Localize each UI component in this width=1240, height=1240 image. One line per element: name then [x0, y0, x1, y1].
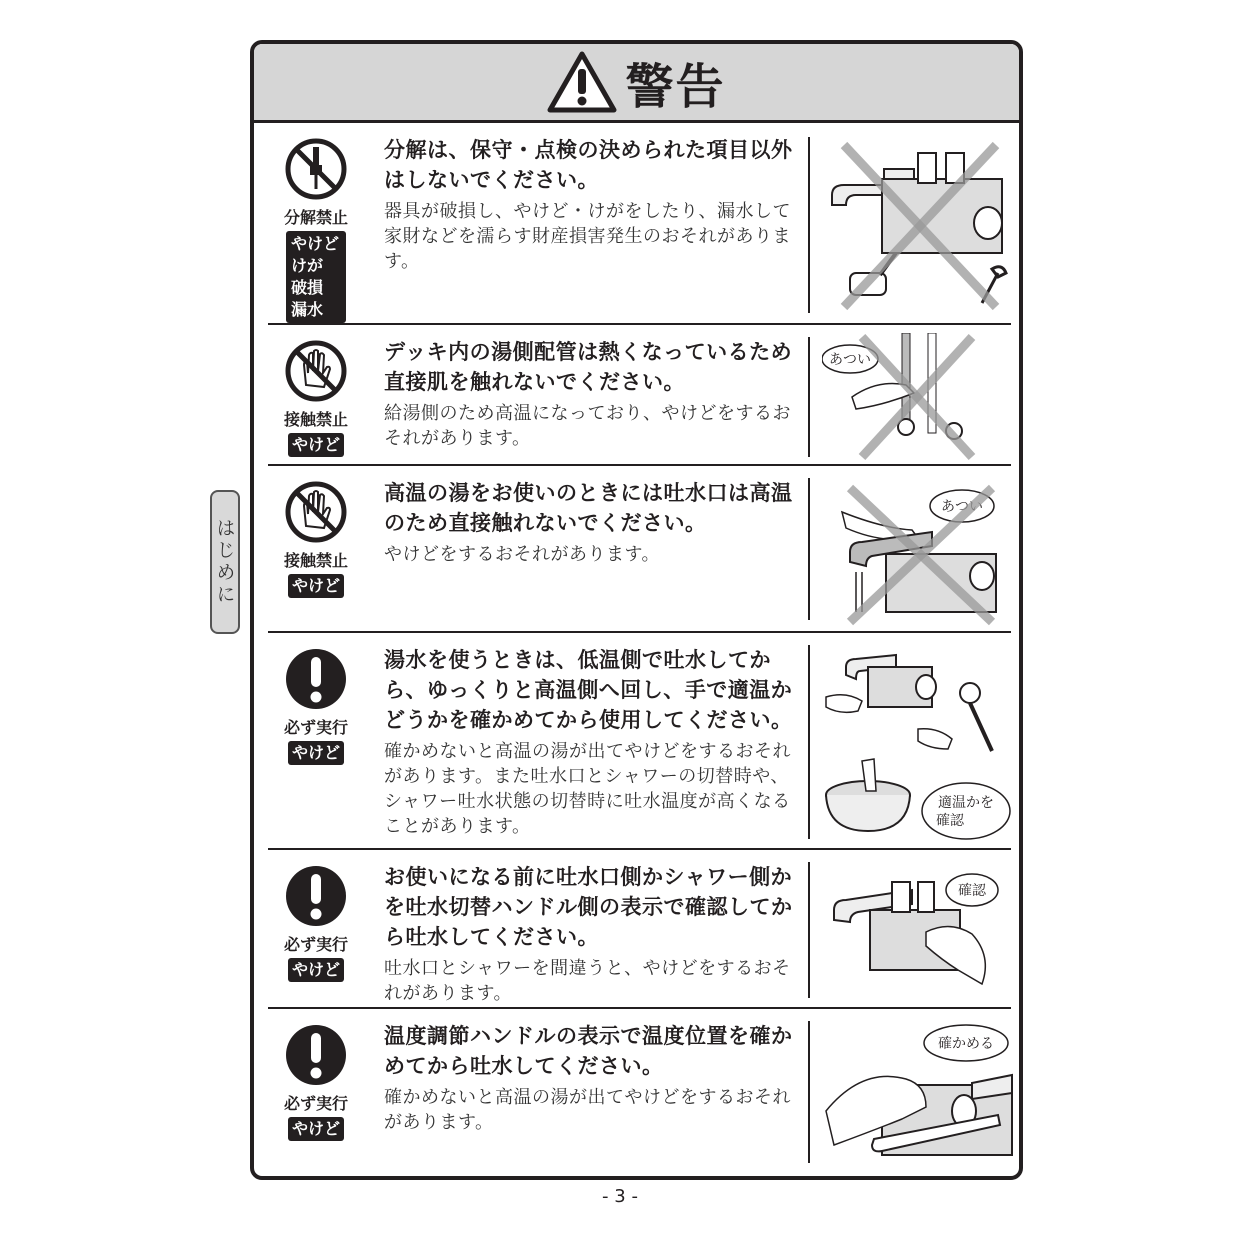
hazard-badge: やけど けが 破損 漏水	[286, 231, 346, 323]
warning-row-3	[268, 466, 1011, 633]
warning-heading: お使いになる前に吐水口側かシャワー側かを吐水切替ハンドル側の表示で確認してから吐水してください。	[384, 865, 793, 949]
warning-triangle-icon	[547, 51, 617, 113]
warning-body: 給湯側のため高温になっており、やけどをするおそれがあります。	[384, 403, 791, 449]
speech-bubble: 確認	[958, 883, 986, 899]
page-number: - 3 -	[602, 1186, 638, 1207]
warning-body: やけどをするおそれがあります。	[384, 544, 661, 565]
warning-row-4	[268, 633, 1011, 850]
warning-heading: 高温の湯をお使いのときには吐水口は高温のため直接触れないでください。	[384, 481, 793, 535]
no-touch-icon	[284, 480, 348, 544]
warning-row-5	[268, 850, 1011, 1009]
warning-row-6	[268, 1009, 1011, 1177]
warning-panel	[250, 40, 1023, 1180]
speech-bubble: 確かめる	[938, 1036, 994, 1052]
warning-heading: 湯水を使うときは、低温側で吐水してから、ゆっくりと高温側へ回し、手で適温かどうかを確かめてから使用してください。	[384, 648, 793, 732]
speech-bubble: 適温かを	[938, 795, 994, 811]
warning-body: 確かめないと高温の湯が出てやけどをするおそれがあります。また吐水口とシャワーの切替時や、シャワー吐水状態の切替時に吐水温度が高くなることがあります。	[384, 741, 791, 837]
temperature-check-illustration	[822, 641, 1018, 845]
mandatory-action-icon	[284, 647, 348, 711]
symbol-label: 必ず実行	[283, 718, 348, 737]
warning-body: 吐水口とシャワーを間違うと、やけどをするおそれがあります。	[384, 958, 791, 1004]
warning-row-1	[268, 123, 1011, 325]
speech-bubble: あつい	[829, 352, 871, 368]
no-touch-icon	[284, 339, 348, 403]
warning-heading: 温度調節ハンドルの表示で温度位置を確かめてから吐水してください。	[384, 1024, 793, 1078]
symbol-label: 分解禁止	[283, 208, 348, 227]
temperature-handle-illustration	[822, 1019, 1018, 1169]
switch-handle-illustration	[822, 860, 1018, 1004]
side-tab	[210, 490, 240, 634]
symbol-label: 必ず実行	[283, 935, 348, 954]
mandatory-action-icon	[284, 1023, 348, 1087]
warning-heading: デッキ内の湯側配管は熱くなっているため直接肌を触れないでください。	[384, 340, 793, 394]
hazard-badge: やけど	[288, 574, 344, 598]
warning-heading: 分解は、保守・点検の決められた項目以外はしないでください。	[384, 138, 793, 192]
hazard-badge: やけど	[288, 1117, 344, 1141]
hot-pipe-illustration	[822, 333, 1018, 461]
speech-bubble-line-2: 確認	[936, 813, 964, 829]
symbol-label: 必ず実行	[283, 1094, 348, 1113]
symbol-label: 接触禁止	[283, 551, 348, 570]
mandatory-action-icon	[284, 864, 348, 928]
side-tab-label: はじめに	[213, 518, 236, 606]
symbol-label: 接触禁止	[283, 410, 348, 429]
warning-header	[254, 44, 1019, 123]
warning-body: 確かめないと高温の湯が出てやけどをするおそれがあります。	[384, 1087, 791, 1133]
hot-spout-illustration	[822, 472, 1018, 628]
speech-bubble: あつい	[941, 499, 983, 515]
warning-row-2	[268, 325, 1011, 466]
disassembly-illustration	[822, 133, 1018, 319]
warning-body: 器具が破損し、やけど・けがをしたり、漏水して家財などを濡らす財産損害発生のおそれがあります。	[384, 201, 791, 272]
hazard-badge: やけど	[288, 958, 344, 982]
warning-title: 警告	[625, 58, 726, 115]
hazard-badge: やけど	[288, 433, 344, 457]
no-disassembly-icon	[284, 137, 348, 201]
hazard-badge: やけど	[288, 741, 344, 765]
